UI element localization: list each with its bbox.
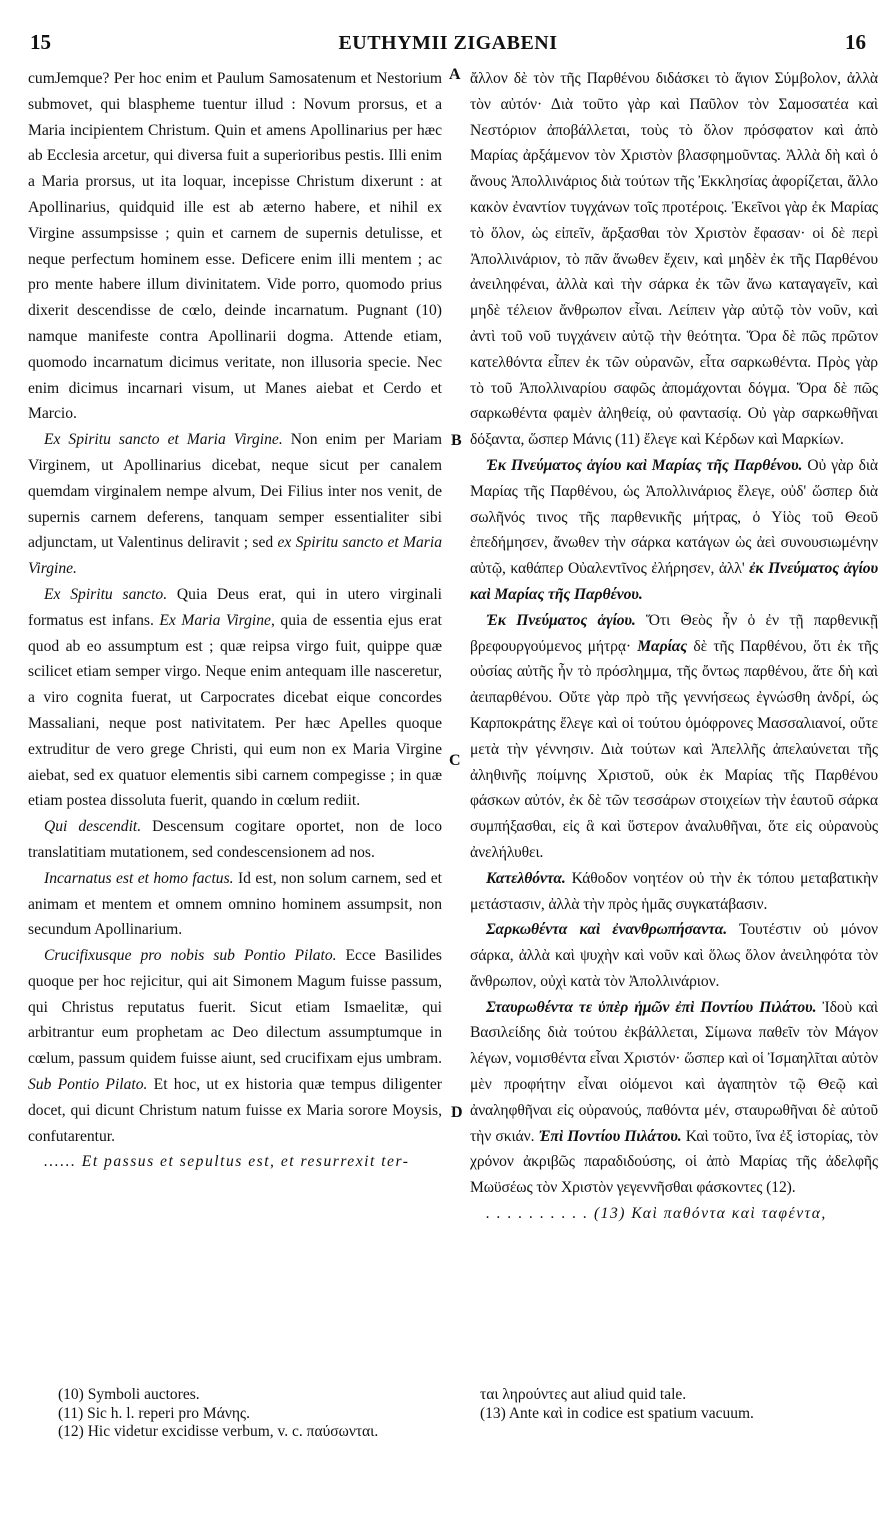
lemma: Incarnatus est et homo factus. <box>44 869 234 887</box>
lemma-inline: Μαρίας <box>637 637 688 655</box>
lemma: Qui descendit. <box>44 818 142 836</box>
lemma-inline: Ex Maria Virgine <box>159 611 271 629</box>
lemma-inline: Ἐπὶ Ποντίου Πιλάτου. <box>538 1127 682 1145</box>
margin-marker-b: B <box>451 432 462 449</box>
commentary-paragraph <box>28 427 442 582</box>
lemma: Ex Spiritu sancto et Maria Virgine. <box>44 431 283 449</box>
running-title: EUTHYMII ZIGABENI <box>338 32 558 54</box>
lemma: Ἐκ Πνεύματος ἁγίου καὶ Μαρίας τῆς Παρθένου. <box>486 456 803 474</box>
margin-marker-c: C <box>449 752 461 769</box>
commentary-text: Οὐ γὰρ διὰ Μαρίας τῆς Παρθένου, ὡς Ἀπολλινάριος ἔλεγε, οὐδ' ὥσπερ διὰ σωλῆνός τινος τῆς παρθενικῆς μήτρας, ὁ Υἱὸς τοῦ Θεοῦ ἐπεδήμησεν, ἄνωθεν τὴν σάρκα κατάγων ὡς ἀεὶ συνουσιωμένην αὐτῷ, καθάπερ Οὐαλεντῖνος ἐλήρησεν, ἀλλ' <box>470 456 878 578</box>
paragraph-text: ἄλλον δὲ τὸν τῆς Παρθένου διδάσκει τὸ ἅγιον Σύμβολον, ἀλλὰ τὸν αὐτόν· Διὰ τοῦτο γὰρ καὶ Παῦλον τὸν Σαμοσατέα καὶ Νεστόριον ἀποβάλλεται, τοὺς τὸ ὅλον πρόσφατον καὶ ἀπὸ Μαρίας ἀρξάμενον τὸν Χριστὸν βλασφημοῦντας. Ἀλλὰ δὴ καὶ ὁ ἄνους Ἀπολλινάριος διὰ τούτων τῆς Ἐκκλησίας ἀφορίζεται, ἄλλο κακὸν ἐναντίον τυγχάνων τοῖς προτέροις. Ἐκεῖνοι γὰρ ἐκ Μαρίας τὸ ὅλον, ὡς εἰπεῖν, ἄρξασθαι τὸν Χριστὸν ἔφασαν· οἱ δὲ περὶ Ἀπολλινάριον, τὸ πᾶν ἄνωθεν ἔχειν, καὶ μηδὲν ἐκ τῆς Παρθένου ἀνειληφέναι, ἀλλὰ καὶ τὴν σάρκα ἐκ τῶν ἄνω καταγαγεῖν, καὶ μηδὲ τέλειον ἄνθρωπον εἶναι. Λείπειν γὰρ αὐτῷ τὸν νοῦν, καὶ ἀντὶ τοῦ νοῦ τυγχάνειν αὐτῷ τὴν θεότητα. Ὅρα δὲ πῶς πρῶτον κατελθόντα εἶπεν ἐκ τῶν οὐρανῶν, εἶτα σαρκωθέντα. Πρὸς γὰρ τὸ τοῦ Ἀπολλιναρίου σαφῶς ἀπομάχονται δόγμα. Ὅρα δὲ πῶς σαρκωθέντα φαμὲν ἀληθείᾳ, οὐ φαντασίᾳ. Οὐ γὰρ σαρκωθῆναι δόξαντα, ὥσπερ Μάνις (11) ἔλεγε καὶ Κέρδων καὶ Μαρκίων. <box>470 70 878 449</box>
footnote: (10) Symboli auctores. <box>58 1386 200 1403</box>
commentary-text: Τουτέστιν οὐ μόνον σάρκα, ἀλλὰ καὶ ψυχὴν καὶ νοῦν καὶ ὅλως ὅλον ἀνειληφότα τὸν ἄνθρωπον, οὐχὶ κατὰ τὸν Ἀπολλινάριον. <box>470 921 878 990</box>
commentary-text: Καὶ τοῦτο, ἵνα ἐξ ἱστορίας, τὸν χρόνον ἀκριβῶς παραδιδούσης, οἱ ἀπὸ Μαρίας τῆς ἀδελφῆς Μωϋσέως τὸν Χριστὸν γεγεννῆσθαι φάσκοντες (12). <box>470 1127 878 1197</box>
footnote: (11) Sic h. l. reperi pro Μάνης. <box>58 1404 250 1422</box>
commentary-paragraph <box>470 453 878 608</box>
lemma: Σταυρωθέντα τε ὑπὲρ ἡμῶν ἐπὶ Ποντίου Πιλάτου. <box>486 998 817 1016</box>
continuation-line <box>470 1201 878 1227</box>
greek-column <box>470 66 878 1366</box>
commentary-paragraph <box>28 582 442 814</box>
commentary-text: δὲ τῆς Παρθένου, ὅτι ἐκ τῆς οὐσίας αὐτῆς ἦν τὸ πρόσλημμα, τῆς ὄντως παρθένου, ἅτε δὴ καὶ ἀειπαρθένου. Οὔτε γὰρ πρὸ τῆς γεννήσεως ἐγνώσθη ἀνδρί, ὡς Καρποκράτης ἔλεγε καὶ οἱ τούτου ὁμόφρονες Μασσαλιανοί, οὔτε μετὰ τὴν γέννησιν. Διὰ τούτων καὶ Ἀπελλῆς ἀπελαύνεται τῆς ἀληθινῆς ποίμνης Χριστοῦ, οὐκ ἐκ Μαρίας τῆς Παρθένου φάσκων αὐτόν, ἐκ δὲ τῶν τεσσάρων στοιχείων τὴν ἑαυτοῦ σάρκα συμπήξασθαι, εἰς ἃ καὶ ὕστερον ἀναλυθῆναι, ὅτε εἰς οὐρανοὺς ἀνελήλυθει. <box>470 637 878 861</box>
commentary-text: Quia Deus erat, qui in utero virginali formatus est infans. <box>28 585 442 629</box>
commentary-paragraph <box>470 608 878 866</box>
lemma: Crucifixusque pro nobis sub Pontio Pilato. <box>44 947 337 965</box>
paragraph <box>28 66 442 427</box>
commentary-text: Κάθοδον νοητέον οὐ τὴν ἐκ τόπου μεταβατικὴν μετάστασιν, ἀλλὰ τὴν πρὸς ἡμᾶς συγκατάβασιν. <box>470 869 878 913</box>
commentary-text: Ἰδοὺ καὶ Βασιλείδης διὰ τούτου ἐκβάλλεται, Σίμωνα παθεῖν τὸν Μάγον λέγων, νομισθέντα εἶναι Χριστόν· ὥσπερ καὶ οἱ Ἰσμαηλῖται αὐτὸν μὲν προφήτην εἶναι οἰόμενοι καὶ ἀγαπητὸν τῷ Θεῷ καὶ ἀναληφθῆναι εἰς οὐρανούς, παθόντα μέν, σταυρωθῆναι δὲ αὐτοῦ τὴν σκιάν. <box>470 998 878 1145</box>
lemma: Σαρκωθέντα καὶ ἐνανθρωπήσαντα. <box>486 921 728 939</box>
commentary-text: Ὅτι Θεὸς ἦν ὁ ἐν τῇ παρθενικῇ βρεφουργούμενος μήτρᾳ· <box>470 611 878 655</box>
continuation-line <box>28 1149 442 1175</box>
commentary-text: Id est, non solum carnem, sed et animam et mentem et omnem omnino hominem assumpsit, non secundum Apollinarium. <box>28 869 442 939</box>
lemma: Ἐκ Πνεύματος ἁγίου. <box>486 611 636 629</box>
commentary-paragraph <box>28 814 442 866</box>
commentary-text: Ecce Basilides quoque per hoc rejicitur, qui ait Simonem Magum fuisse passum, qui Christus reputatus fuerit. Sicut etiam Ismaelitæ, qui arbitrantur eum prophetam ac Deo dilectum assumptumque in cœlum, passum quidem fuisse aiunt, sed crucifixam ejus umbram. <box>28 947 442 1068</box>
footnote: (12) Hic videtur excidisse verbum, v. c. παύσωνται. <box>58 1423 379 1440</box>
commentary-paragraph <box>470 995 878 1201</box>
lemma: Ex Spiritu sancto. <box>44 585 168 603</box>
lemma-inline: ἐκ Πνεύματος ἁγίου καὶ Μαρίας τῆς Παρθένου. <box>470 560 878 603</box>
latin-column <box>28 66 442 1366</box>
commentary-paragraph <box>28 943 442 1149</box>
commentary-paragraph <box>28 866 442 943</box>
commentary-text: Non enim per Mariam Virginem, ut Apollinarius dicebat, neque sicut per canalem quemdam virginalem nempe alvum, Dei Filius inter nos venit, de supernis carnem deferens, tanquam semper essentialiter sibi adjunctam, ut Valentinus deliravit ; sed <box>28 431 442 552</box>
commentary-text: Descensum cogitare oportet, non de loco translatitiam mutationem, sed condescensionem ad nos. <box>28 818 442 861</box>
margin-marker-d: D <box>451 1104 463 1121</box>
continuation-text: . . . . . . . . . . (13) Καὶ παθόντα καὶ ταφέντα, <box>486 1205 827 1223</box>
lemma-inline: ex Spiritu sancto et Maria Virgine. <box>28 534 442 578</box>
commentary-text: Et hoc, ut ex historia quæ tempus diligenter docet, qui dicunt Christum natum fuisse ex Maria sorore Moysis, confutarentur. <box>28 1076 442 1145</box>
page-header <box>24 30 872 62</box>
margin-marker-a: A <box>449 66 461 83</box>
paragraph <box>470 66 878 453</box>
footnote: (13) Ante καὶ in codice est spatium vacuum. <box>480 1404 754 1422</box>
footnotes-right <box>480 1386 870 1423</box>
commentary-paragraph <box>470 866 878 918</box>
lemma: Κατελθόντα. <box>486 869 566 887</box>
page-number-left: 15 <box>30 30 51 54</box>
continuation-text: ...... Et passus et sepultus est, et resurrexit ter- <box>44 1153 410 1171</box>
footnotes-left <box>58 1386 438 1442</box>
commentary-text: , quia de essentia ejus erat quod ab eo assumptum est ; quæ reipsa virgo fuit, quippe quæ scilicet etiam semper virgo. Neque enim antequam ille nasceretur, a viro cognita fuerat, ut Carpocrates dicebat eique concordes Massaliani, neque post nativitatem. Per hæc Apelles quoque extruditur de vero grege Christi, qui eum non ex Maria Virgine aiebat, sed ex quatuor elementis sibi carnem compegisse ; in quæ etiam postea dissoluta fuerit, quando in cœlum rediit. <box>28 611 442 810</box>
footnote: ται ληρούντες aut aliud quid tale. <box>480 1386 687 1403</box>
paragraph-text: cumJemque? Per hoc enim et Paulum Samosatenum et Nestorium submovet, qui blaspheme tuentur illud : Novum prorsus, et a Maria incipientem Christum. Quin et amens Apollinarius per hæc ab Ecclesia arcetur, qui diversa fuit a superioribus pestis. Illi enim a Maria prorsus, ut ita loquar, incepisse Christum dixerunt : at Apollinarius, quidquid ille est ab æterno habere, et nihil ex Virgine assumpsisse ; quin et carnem de supernis detulisse, et neque perfectum hominem esse. Deficere enim illi mentem ; ac pro mente habere illum divinitatem. Vide porro, quomodo prius dixerit descendisse de cœlo, deinde incarnatum. Pugnant (10) namque manifeste contra Apollinarii dogma. Attende etiam, quomodo incarnatum dicimus veritate, non illusoria specie. Nec enim dicimus incarnari visum, ut Manes aiebat et Cerdo et Marcio. <box>28 70 442 423</box>
lemma-inline: Sub Pontio Pilato. <box>28 1076 148 1094</box>
page-number-right: 16 <box>845 30 866 54</box>
commentary-paragraph <box>470 917 878 994</box>
